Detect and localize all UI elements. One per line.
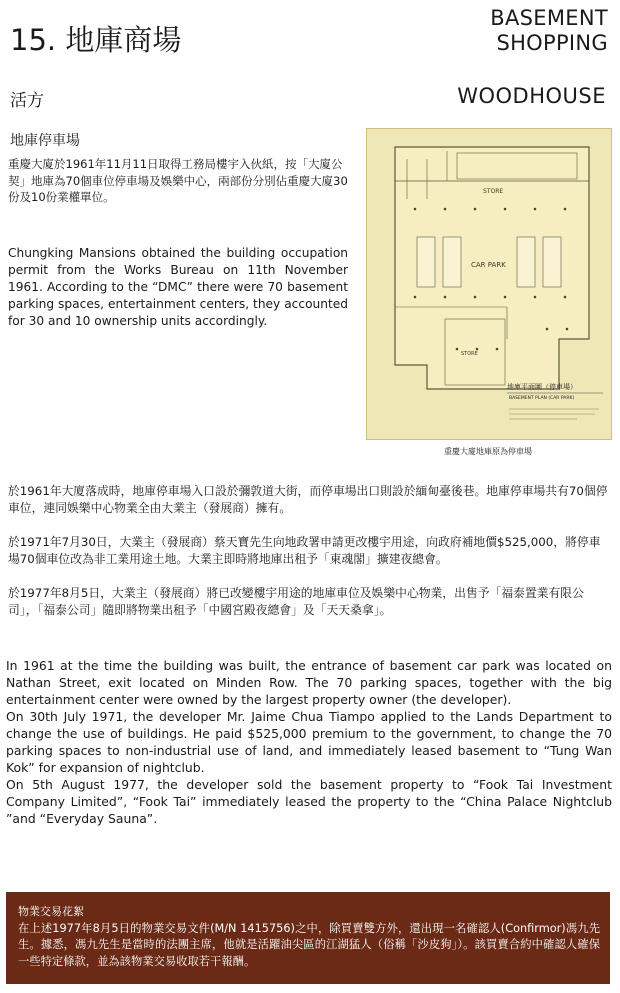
plan-label-store-top: STORE bbox=[483, 188, 504, 195]
plan-label-store-bottom: STORE bbox=[461, 351, 478, 357]
basement-floor-plan-image bbox=[366, 128, 612, 440]
trivia-note-box bbox=[6, 892, 610, 984]
note-title: 物業交易花絮 bbox=[18, 905, 84, 918]
note-body: 在上述1977年8月5日的物業交易文件(M/N 1415756)之中，除買賣雙方外，還出現一名確認人(Confirmor)馮九先生。據悉，馮九先生是當時的法團主席，他就是活躍油尖區的江湖猛人（俗稱「沙皮狗」）。該買賣合約中確認人確保一些特定條款，並為該物業交易收取若干報酬。 bbox=[18, 922, 600, 968]
paragraph-zh-3: 於1977年8月5日，大業主（發展商）將已改變樓宇用途的地庫車位及娛樂中心物業，出售予「福泰置業有限公司」，「福泰公司」隨即將物業出租予「中國宮殿夜總會」及「天天桑拿」。 bbox=[8, 586, 584, 617]
floor-plan-drawing bbox=[367, 129, 611, 439]
section-title-en bbox=[490, 6, 608, 56]
plan-caption: 重慶大廈地庫原為停車場 bbox=[444, 447, 532, 456]
section-title-line-2: SHOPPING bbox=[496, 31, 608, 55]
plan-title-en: BASEMENT PLAN (CAR PARK) bbox=[509, 396, 575, 401]
page-title: 15. 地庫商場 bbox=[10, 23, 182, 57]
body-text-zh bbox=[8, 483, 612, 636]
paragraph-en-3: On 5th August 1977, the developer sold the basement property to “Fook Tai Investment Company Limited”, “Fook Tai” immediately leased the property to the “China Palace Nightclub ”and “Everyday Sauna”. bbox=[6, 777, 612, 826]
paragraph-zh-1: 於1961年大廈落成時，地庫停車場入口設於彌敦道大街，而停車場出口則設於緬甸臺後巷。地庫停車場共有70個停車位，連同娛樂中心物業全由大業主（發展商）擁有。 bbox=[8, 484, 608, 515]
author-name-zh: 活方 bbox=[10, 91, 44, 111]
body-text-en bbox=[6, 657, 612, 827]
section-heading: 地庫停車場 bbox=[10, 133, 80, 149]
paragraph-en-2: On 30th July 1971, the developer Mr. Jaime Chua Tiampo applied to the Lands Department to change the use of buildings. He paid $525,000 premium to the government, to change the 70 parking spaces to non-industrial use of land, and immediately leased basement to “Tung Wan Kok” for expansion of nightclub. bbox=[6, 709, 612, 775]
author-name-en: WOODHOUSE bbox=[457, 84, 606, 108]
paragraph-zh-2: 於1971年7月30日，大業主（發展商）蔡天寶先生向地政署申請更改樓宇用途，向政府補地價$525,000，將停車場70個車位改為非工業用途土地。大業主即時將地庫出租予「東魂閣」擴建夜總會。 bbox=[8, 535, 601, 566]
intro-text-en: Chungking Mansions obtained the building occupation permit from the Works Bureau on 11th November 1961. According to the “DMC” there were 70 basement parking spaces, entertainment centers, they accounted for 30 and 10 ownership units accordingly. bbox=[8, 246, 348, 328]
paragraph-en-1: In 1961 at the time the building was built, the entrance of basement car park was located on Nathan Street, exit located on Minden Row. The 70 parking spaces, together with the big entertainment center were owned by the largest property owner (the developer). bbox=[6, 658, 612, 707]
plan-label-car-park: CAR PARK bbox=[471, 261, 506, 269]
intro-text-zh: 重慶大廈於1961年11月11日取得工務局樓宇入伙紙，按「大廈公契」地庫為70個車位停車場及娛樂中心，兩部份分別佔重慶大廈30份及10份業權單位。 bbox=[8, 157, 348, 204]
plan-title-zh: 地庫平面圖（停車場） bbox=[507, 383, 577, 391]
section-title-line-1: BASEMENT bbox=[490, 6, 608, 30]
